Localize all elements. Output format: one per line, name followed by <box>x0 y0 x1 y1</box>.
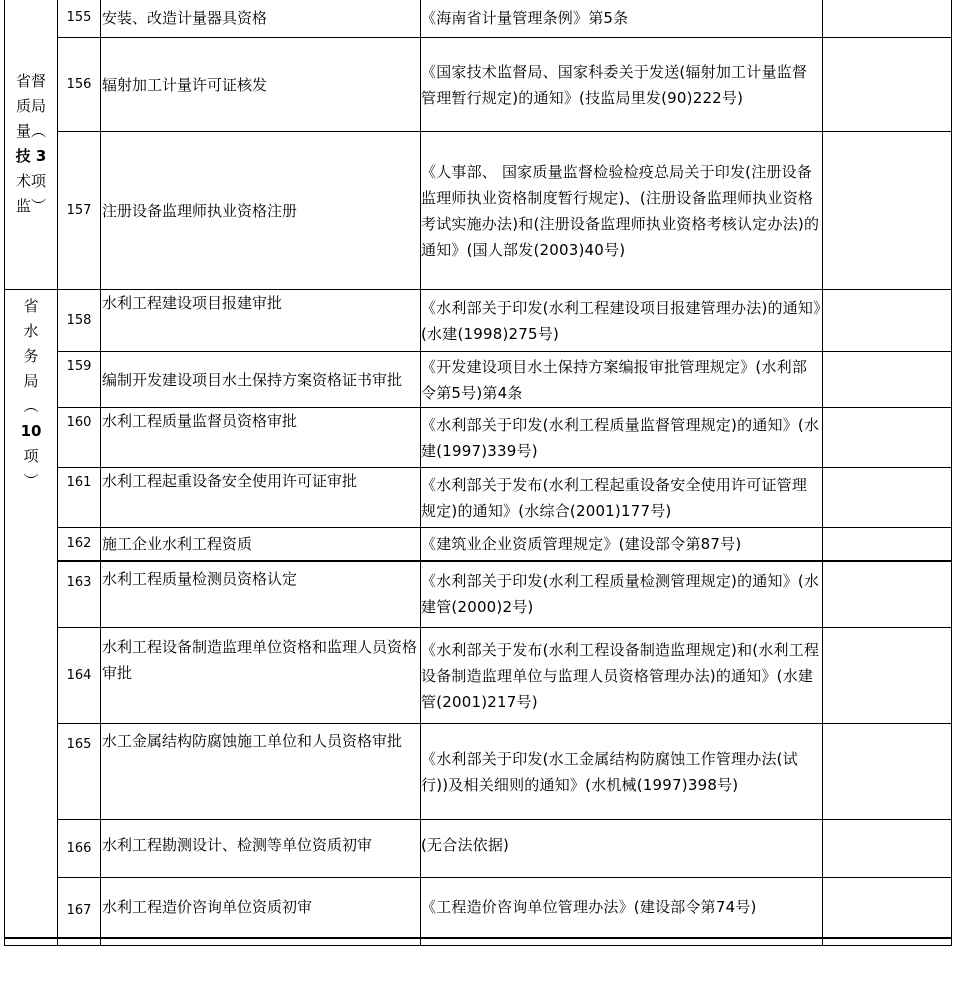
item-name: 水利工程起重设备安全使用许可证审批 <box>101 468 421 528</box>
row-number: 164 <box>58 628 101 724</box>
table-row <box>5 0 952 38</box>
approval-items-table <box>4 0 952 946</box>
row-number: 157 <box>58 132 101 290</box>
table-row <box>5 132 952 290</box>
row-number: 159 <box>58 352 101 408</box>
note-cell <box>823 820 952 878</box>
dept-line: ︵ <box>23 397 39 415</box>
dept-line: 省 <box>23 297 39 315</box>
note-cell <box>823 878 952 938</box>
table-row <box>5 628 952 724</box>
table-row <box>5 290 952 352</box>
dept-line: 项 <box>23 447 39 465</box>
note-cell <box>823 561 952 628</box>
dept-line: 术项 <box>15 172 46 190</box>
table-row <box>5 820 952 878</box>
dept-line: 监︶ <box>15 197 46 215</box>
dept-cell-water-bureau <box>5 290 58 938</box>
dept-line: 10 <box>20 422 42 440</box>
note-cell <box>823 628 952 724</box>
item-name: 辐射加工计量许可证核发 <box>101 38 421 132</box>
note-cell <box>823 724 952 820</box>
item-name: 水工金属结构防腐蚀施工单位和人员资格审批 <box>101 724 421 820</box>
legal-basis: 《海南省计量管理条例》第5条 <box>421 0 823 38</box>
row-number: 167 <box>58 878 101 938</box>
item-name: 安装、改造计量器具资格 <box>101 0 421 38</box>
dept-cell-quality-bureau <box>5 0 58 290</box>
item-name: 注册设备监理师执业资格注册 <box>101 132 421 290</box>
dept-cell <box>5 938 58 946</box>
note-cell <box>823 528 952 561</box>
table-row <box>5 38 952 132</box>
item-name: 水利工程设备制造监理单位资格和监理人员资格审批 <box>101 628 421 724</box>
legal-basis: 《人事部、 国家质量监督检验检疫总局关于印发(注册设备监理师执业资格制度暂行规定)、(注册设备监理师执业资格考试实施办法)和(注册设备监理师执业资格考核认定办法)的通知》(国人部发(2003)40号) <box>421 132 823 290</box>
row-number: 155 <box>58 0 101 38</box>
row-number: 163 <box>58 561 101 628</box>
legal-basis <box>421 938 823 946</box>
note-cell <box>823 468 952 528</box>
row-number: 161 <box>58 468 101 528</box>
table-row <box>5 408 952 468</box>
row-number: 162 <box>58 528 101 561</box>
note-cell <box>823 0 952 38</box>
legal-basis: 《建筑业企业资质管理规定》(建设部令第87号) <box>421 528 823 561</box>
legal-basis: 《国家技术监督局、国家科委关于发送(辐射加工计量监督管理暂行规定)的通知》(技监局里发(90)222号) <box>421 38 823 132</box>
legal-basis: 《水利部关于发布(水利工程设备制造监理规定)和(水利工程设备制造监理单位与监理人员资格管理办法)的通知》(水建管(2001)217号) <box>421 628 823 724</box>
note-cell <box>823 938 952 946</box>
legal-basis: 《工程造价咨询单位管理办法》(建设部令第74号) <box>421 878 823 938</box>
table-row <box>5 878 952 938</box>
note-cell <box>823 38 952 132</box>
legal-basis: 《水利部关于印发(水利工程质量检测管理规定)的通知》(水建管(2000)2号) <box>421 561 823 628</box>
item-name: 施工企业水利工程资质 <box>101 528 421 561</box>
legal-basis: (无合法依据) <box>421 820 823 878</box>
row-number: 165 <box>58 724 101 820</box>
table-row <box>5 352 952 408</box>
table-row <box>5 468 952 528</box>
legal-basis: 《水利部关于印发(水利工程质量监督管理规定)的通知》(水建(1997)339号) <box>421 408 823 468</box>
row-number <box>58 938 101 946</box>
note-cell <box>823 352 952 408</box>
row-number: 160 <box>58 408 101 468</box>
row-number: 156 <box>58 38 101 132</box>
legal-basis: 《水利部关于发布(水利工程起重设备安全使用许可证管理规定)的通知》(水综合(2001)177号) <box>421 468 823 528</box>
note-cell <box>823 408 952 468</box>
legal-basis: 《水利部关于印发(水工金属结构防腐蚀工作管理办法(试行))及相关细则的通知》(水机械(1997)398号) <box>421 724 823 820</box>
item-name: 水利工程质量检测员资格认定 <box>101 561 421 628</box>
dept-line: 局 <box>23 372 39 390</box>
item-name: 水利工程建设项目报建审批 <box>101 290 421 352</box>
dept-line: 质局 <box>15 97 46 115</box>
row-number: 166 <box>58 820 101 878</box>
legal-basis: 《开发建设项目水土保持方案编报审批管理规定》(水利部令第5号)第4条 <box>421 352 823 408</box>
note-cell <box>823 290 952 352</box>
item-name: 水利工程质量监督员资格审批 <box>101 408 421 468</box>
row-number: 158 <box>58 290 101 352</box>
dept-line: 务 <box>23 347 39 365</box>
dept-line: 水 <box>23 322 39 340</box>
note-cell <box>823 132 952 290</box>
table-row <box>5 561 952 628</box>
dept-line: 量︵ <box>15 122 46 140</box>
dept-line: ︶ <box>23 472 39 490</box>
dept-line: 技 3 <box>15 147 47 165</box>
table-row <box>5 528 952 561</box>
table-row <box>5 724 952 820</box>
item-name: 水利工程造价咨询单位资质初审 <box>101 878 421 938</box>
item-name <box>101 938 421 946</box>
table-row <box>5 938 952 946</box>
item-name: 编制开发建设项目水土保持方案资格证书审批 <box>101 352 421 408</box>
dept-line: 省督 <box>15 72 46 90</box>
legal-basis: 《水利部关于印发(水利工程建设项目报建管理办法)的通知》(水建(1998)275号) <box>421 290 823 352</box>
item-name: 水利工程勘测设计、检测等单位资质初审 <box>101 820 421 878</box>
